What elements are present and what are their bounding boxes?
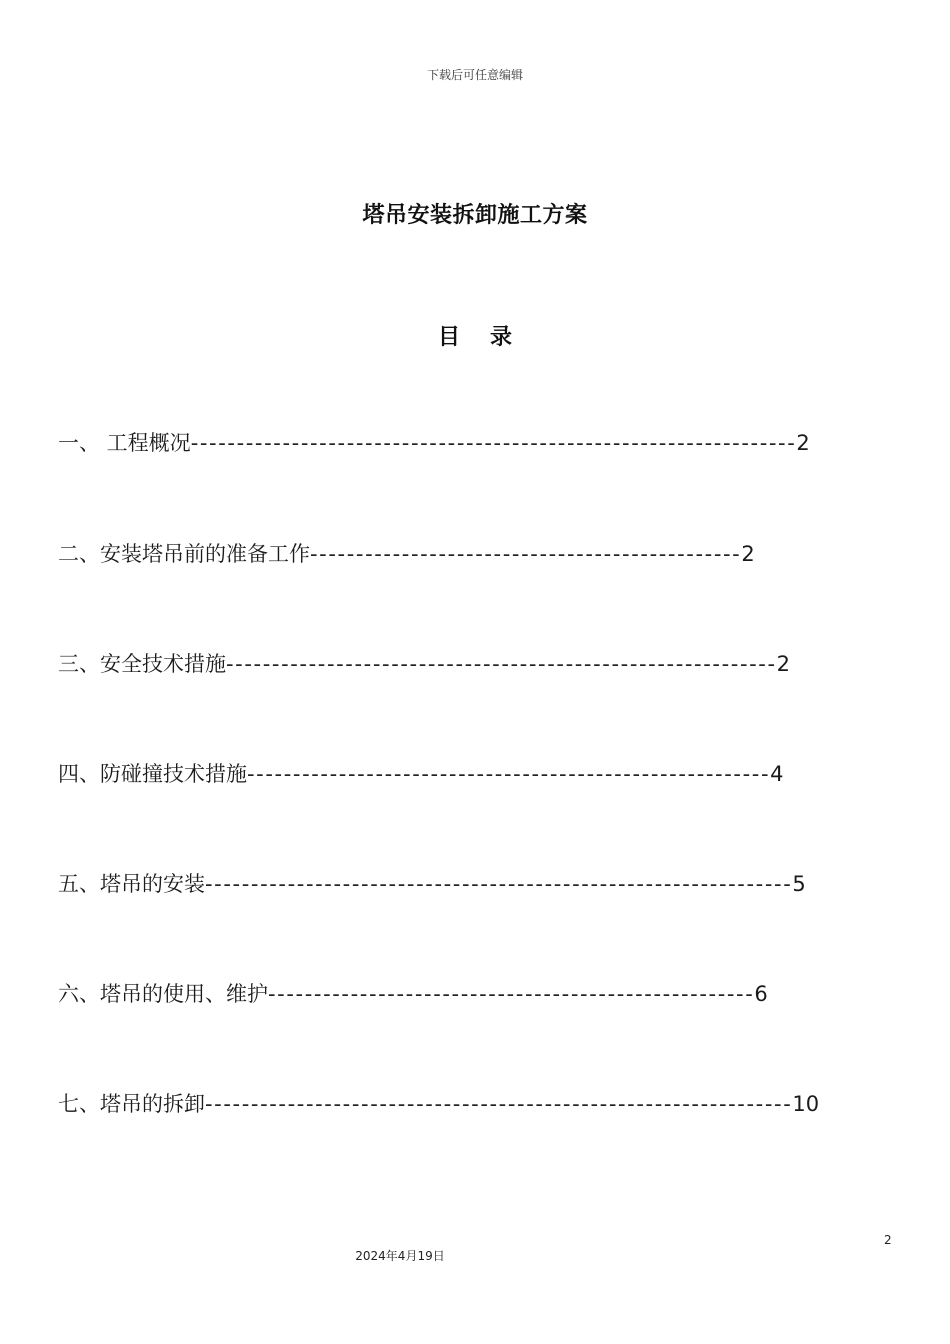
- toc-entry[interactable]: [58, 429, 810, 457]
- toc-entry-label: 六、塔吊的使用、维护: [58, 982, 268, 1006]
- toc-entry-page: 2: [796, 431, 810, 455]
- toc-entry-page: 10: [792, 1092, 820, 1116]
- toc-entry-label: 四、防碰撞技术措施: [58, 762, 247, 786]
- toc-entry-leader: ---------------------------------------------------------: [247, 762, 771, 786]
- toc-entry-label: 一、 工程概况: [58, 431, 191, 455]
- toc-entry-leader: ----------------------------------------------------------------: [205, 1092, 793, 1116]
- toc-entry-page: 4: [770, 762, 784, 786]
- header-note: 下载后可任意编辑: [426, 68, 523, 82]
- toc-entry-leader: ------------------------------------------------------------: [226, 652, 777, 676]
- toc-heading: 目录: [437, 325, 542, 350]
- toc-entry[interactable]: [58, 760, 784, 788]
- toc-entry[interactable]: [58, 870, 806, 898]
- toc-entry[interactable]: [58, 540, 755, 568]
- document-title: 塔吊安装拆卸施工方案: [362, 203, 588, 228]
- toc-entry-page: 2: [776, 652, 791, 676]
- page-number: 2: [884, 1233, 892, 1247]
- toc-entry[interactable]: [58, 980, 768, 1008]
- toc-entry-leader: -----------------------------------------------: [310, 542, 742, 566]
- toc-entry-label: 二、安装塔吊前的准备工作: [58, 542, 310, 566]
- toc-entry-label: 七、塔吊的拆卸: [58, 1092, 205, 1116]
- toc-entry-leader: ----------------------------------------------------------------: [205, 872, 793, 896]
- toc-entry-page: 6: [754, 982, 768, 1006]
- toc-entry[interactable]: [58, 650, 790, 678]
- toc-entry-page: 5: [792, 872, 806, 896]
- toc-entry-leader: -----------------------------------------------------: [268, 982, 755, 1006]
- toc-entry-page: 2: [741, 542, 755, 566]
- footer-date: 2024年4月19日: [355, 1249, 445, 1263]
- toc-entry[interactable]: [58, 1090, 819, 1118]
- toc-entry-label: 五、塔吊的安装: [58, 872, 205, 896]
- toc-entry-leader: ------------------------------------------------------------------: [190, 431, 797, 455]
- toc-entry-label: 三、安全技术措施: [58, 652, 226, 676]
